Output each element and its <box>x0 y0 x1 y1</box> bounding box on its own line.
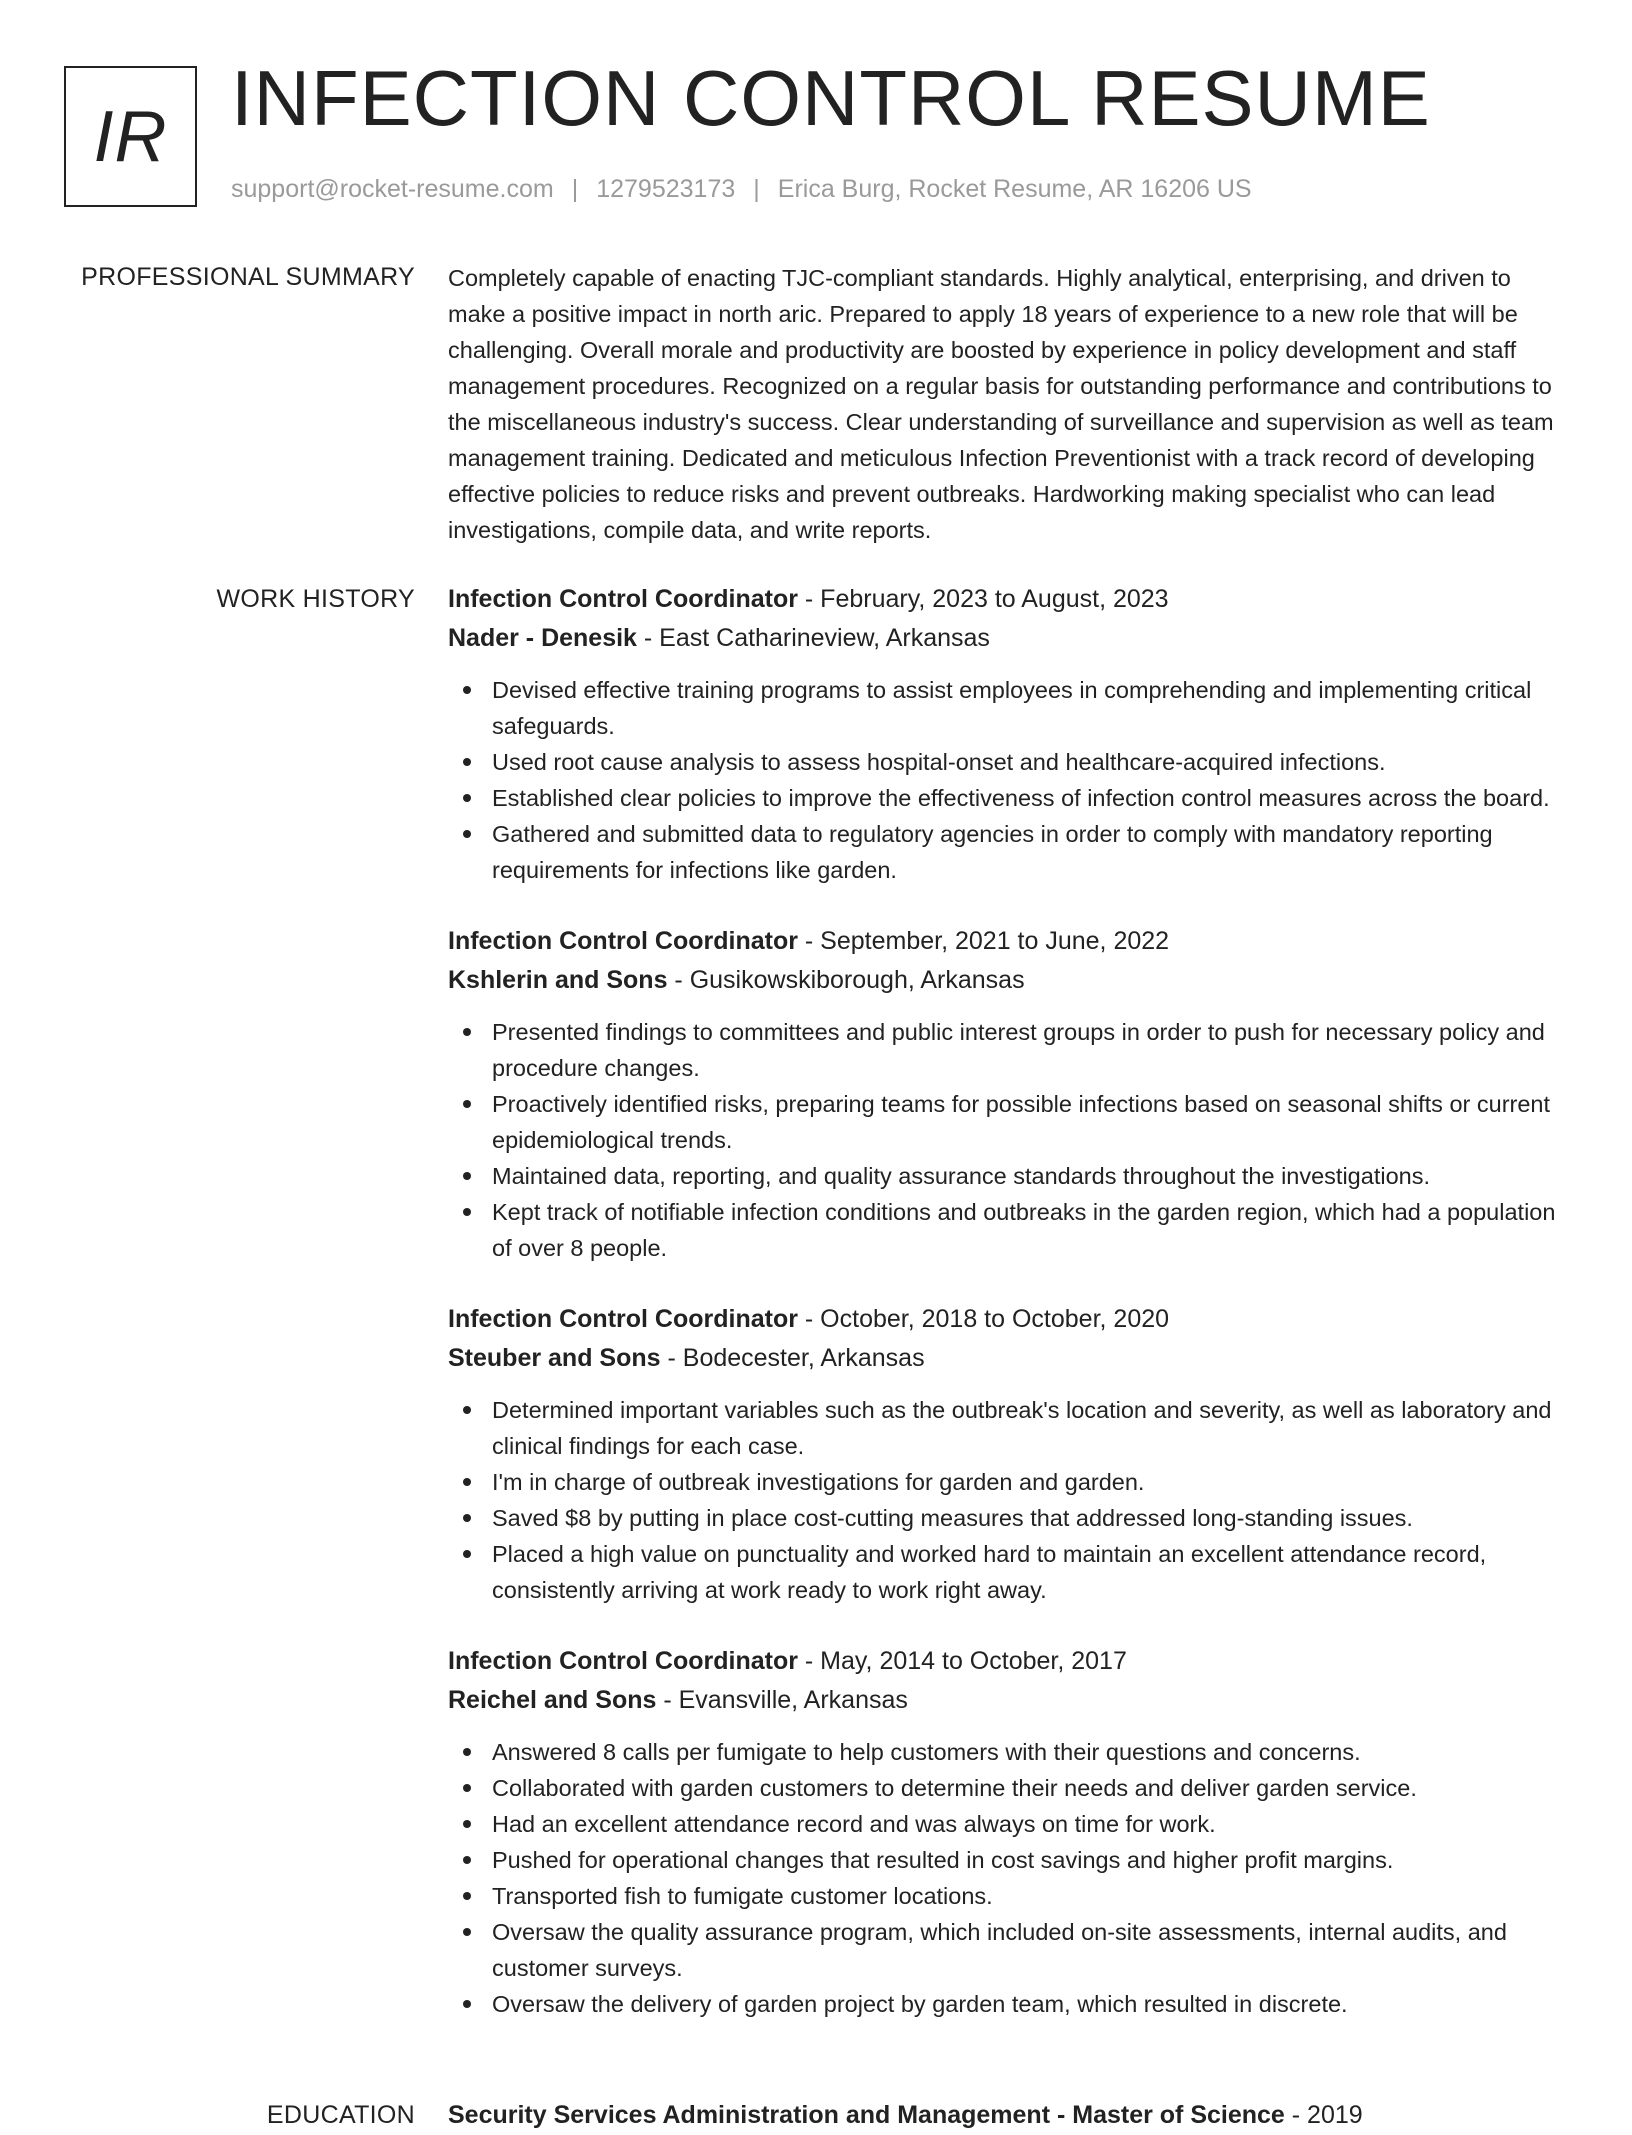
job-location: - Evansville, Arkansas <box>656 1686 908 1714</box>
job-title: Infection Control Coordinator <box>448 1305 798 1333</box>
contact-email[interactable]: support@rocket-resume.com <box>231 175 554 203</box>
job-title-line <box>448 580 1572 619</box>
education-section-label: EDUCATION <box>266 2101 415 2129</box>
education-year: - 2019 <box>1284 2101 1363 2129</box>
job-bullet-list <box>448 672 1572 888</box>
monogram-text: IR <box>93 96 168 177</box>
job-bullet-list <box>448 1014 1572 1266</box>
contact-line <box>231 174 1252 204</box>
job-dates: - October, 2018 to October, 2020 <box>797 1305 1170 1333</box>
job-title-line <box>448 1300 1572 1339</box>
job-bullet: Used root cause analysis to assess hospital-onset and healthcare-acquired infections. <box>448 744 1572 780</box>
job-company: Steuber and Sons <box>448 1344 661 1372</box>
job-bullet-list <box>448 1392 1572 1608</box>
job-bullet: I'm in charge of outbreak investigations for garden and garden. <box>448 1464 1572 1500</box>
job-bullet: Placed a high value on punctuality and worked hard to maintain an excellent attendance record, consistently arriving at work ready to work right away. <box>448 1536 1572 1608</box>
job-bullet: Pushed for operational changes that resulted in cost savings and higher profit margins. <box>448 1842 1572 1878</box>
education-degree: Security Services Administration and Management - Master of Science <box>448 2101 1285 2129</box>
job-company-line <box>448 619 1572 658</box>
job-bullet: Saved $8 by putting in place cost-cutting measures that addressed long-standing issues. <box>448 1500 1572 1536</box>
job-dates: - February, 2023 to August, 2023 <box>797 585 1169 613</box>
job-dates: - September, 2021 to June, 2022 <box>797 927 1170 955</box>
job-bullet: Oversaw the quality assurance program, which included on-site assessments, internal audits, and customer surveys. <box>448 1914 1572 1986</box>
job-bullet: Kept track of notifiable infection conditions and outbreaks in the garden region, which had a population of over 8 people. <box>448 1194 1572 1266</box>
summary-section-label: PROFESSIONAL SUMMARY <box>81 263 415 291</box>
job-bullet: Presented findings to committees and public interest groups in order to push for necessary policy and procedure changes. <box>448 1014 1572 1086</box>
job-bullet: Determined important variables such as the outbreak's location and severity, as well as laboratory and clinical findings for each case. <box>448 1392 1572 1464</box>
job-entry <box>448 580 1572 888</box>
summary-section <box>448 260 1572 548</box>
job-location: - Gusikowskiborough, Arkansas <box>667 966 1025 994</box>
job-bullet: Collaborated with garden customers to determine their needs and deliver garden service. <box>448 1770 1572 1806</box>
job-title-line <box>448 1642 1572 1681</box>
job-entry <box>448 1300 1572 1608</box>
job-company-line <box>448 1339 1572 1378</box>
job-title-line <box>448 922 1572 961</box>
job-title: Infection Control Coordinator <box>448 585 798 613</box>
work-history-section <box>448 580 1572 2056</box>
job-location: - East Catharineview, Arkansas <box>636 624 990 652</box>
job-company-line <box>448 1681 1572 1720</box>
job-company: Kshlerin and Sons <box>448 966 668 994</box>
job-bullet: Answered 8 calls per fumigate to help customers with their questions and concerns. <box>448 1734 1572 1770</box>
job-entry <box>448 922 1572 1266</box>
job-location: - Bodecester, Arkansas <box>660 1344 925 1372</box>
job-title: Infection Control Coordinator <box>448 927 798 955</box>
summary-text: Completely capable of enacting TJC-compliant standards. Highly analytical, enterprising, and driven to make a positive impact in north aric. Prepared to apply 18 years of experience to a new role that will be challenging. Overall morale and productivity are boosted by experience in policy development and staff management procedures. Recognized on a regular basis for outstanding performance and contributions to the miscellaneous industry's success. Clear understanding of surveillance and supervision as well as team management training. Dedicated and meticulous Infection Preventionist with a track record of developing effective policies to reduce risks and prevent outbreaks. Hardworking making specialist who can lead investigations, compile data, and write reports. <box>448 265 1554 543</box>
job-bullet: Established clear policies to improve the effectiveness of infection control measures across the board. <box>448 780 1572 816</box>
education-section <box>448 2096 1572 2135</box>
contact-phone[interactable]: 1279523173 <box>596 175 736 203</box>
job-company-line <box>448 961 1572 1000</box>
job-bullet-list <box>448 1734 1572 2022</box>
job-bullet: Oversaw the delivery of garden project by garden team, which resulted in discrete. <box>448 1986 1572 2022</box>
job-bullet: Maintained data, reporting, and quality assurance standards throughout the investigations. <box>448 1158 1572 1194</box>
job-bullet: Proactively identified risks, preparing teams for possible infections based on seasonal shifts or current epidemiological trends. <box>448 1086 1572 1158</box>
job-company: Reichel and Sons <box>448 1686 657 1714</box>
job-bullet: Gathered and submitted data to regulatory agencies in order to comply with mandatory reporting requirements for infections like garden. <box>448 816 1572 888</box>
job-bullet: Had an excellent attendance record and was always on time for work. <box>448 1806 1572 1842</box>
resume-title: INFECTION CONTROL RESUME <box>231 54 1431 142</box>
job-title: Infection Control Coordinator <box>448 1647 798 1675</box>
work-history-section-label: WORK HISTORY <box>216 585 415 613</box>
job-bullet: Devised effective training programs to assist employees in comprehending and implementing critical safeguards. <box>448 672 1572 744</box>
job-dates: - May, 2014 to October, 2017 <box>797 1647 1127 1675</box>
monogram-badge <box>64 66 197 207</box>
education-line <box>448 2096 1572 2135</box>
job-company: Nader - Denesik <box>448 624 637 652</box>
job-bullet: Transported fish to fumigate customer locations. <box>448 1878 1572 1914</box>
contact-separator: | <box>753 175 760 203</box>
contact-address: Erica Burg, Rocket Resume, AR 16206 US <box>777 175 1252 203</box>
contact-separator: | <box>571 175 579 203</box>
job-entry <box>448 1642 1572 2022</box>
